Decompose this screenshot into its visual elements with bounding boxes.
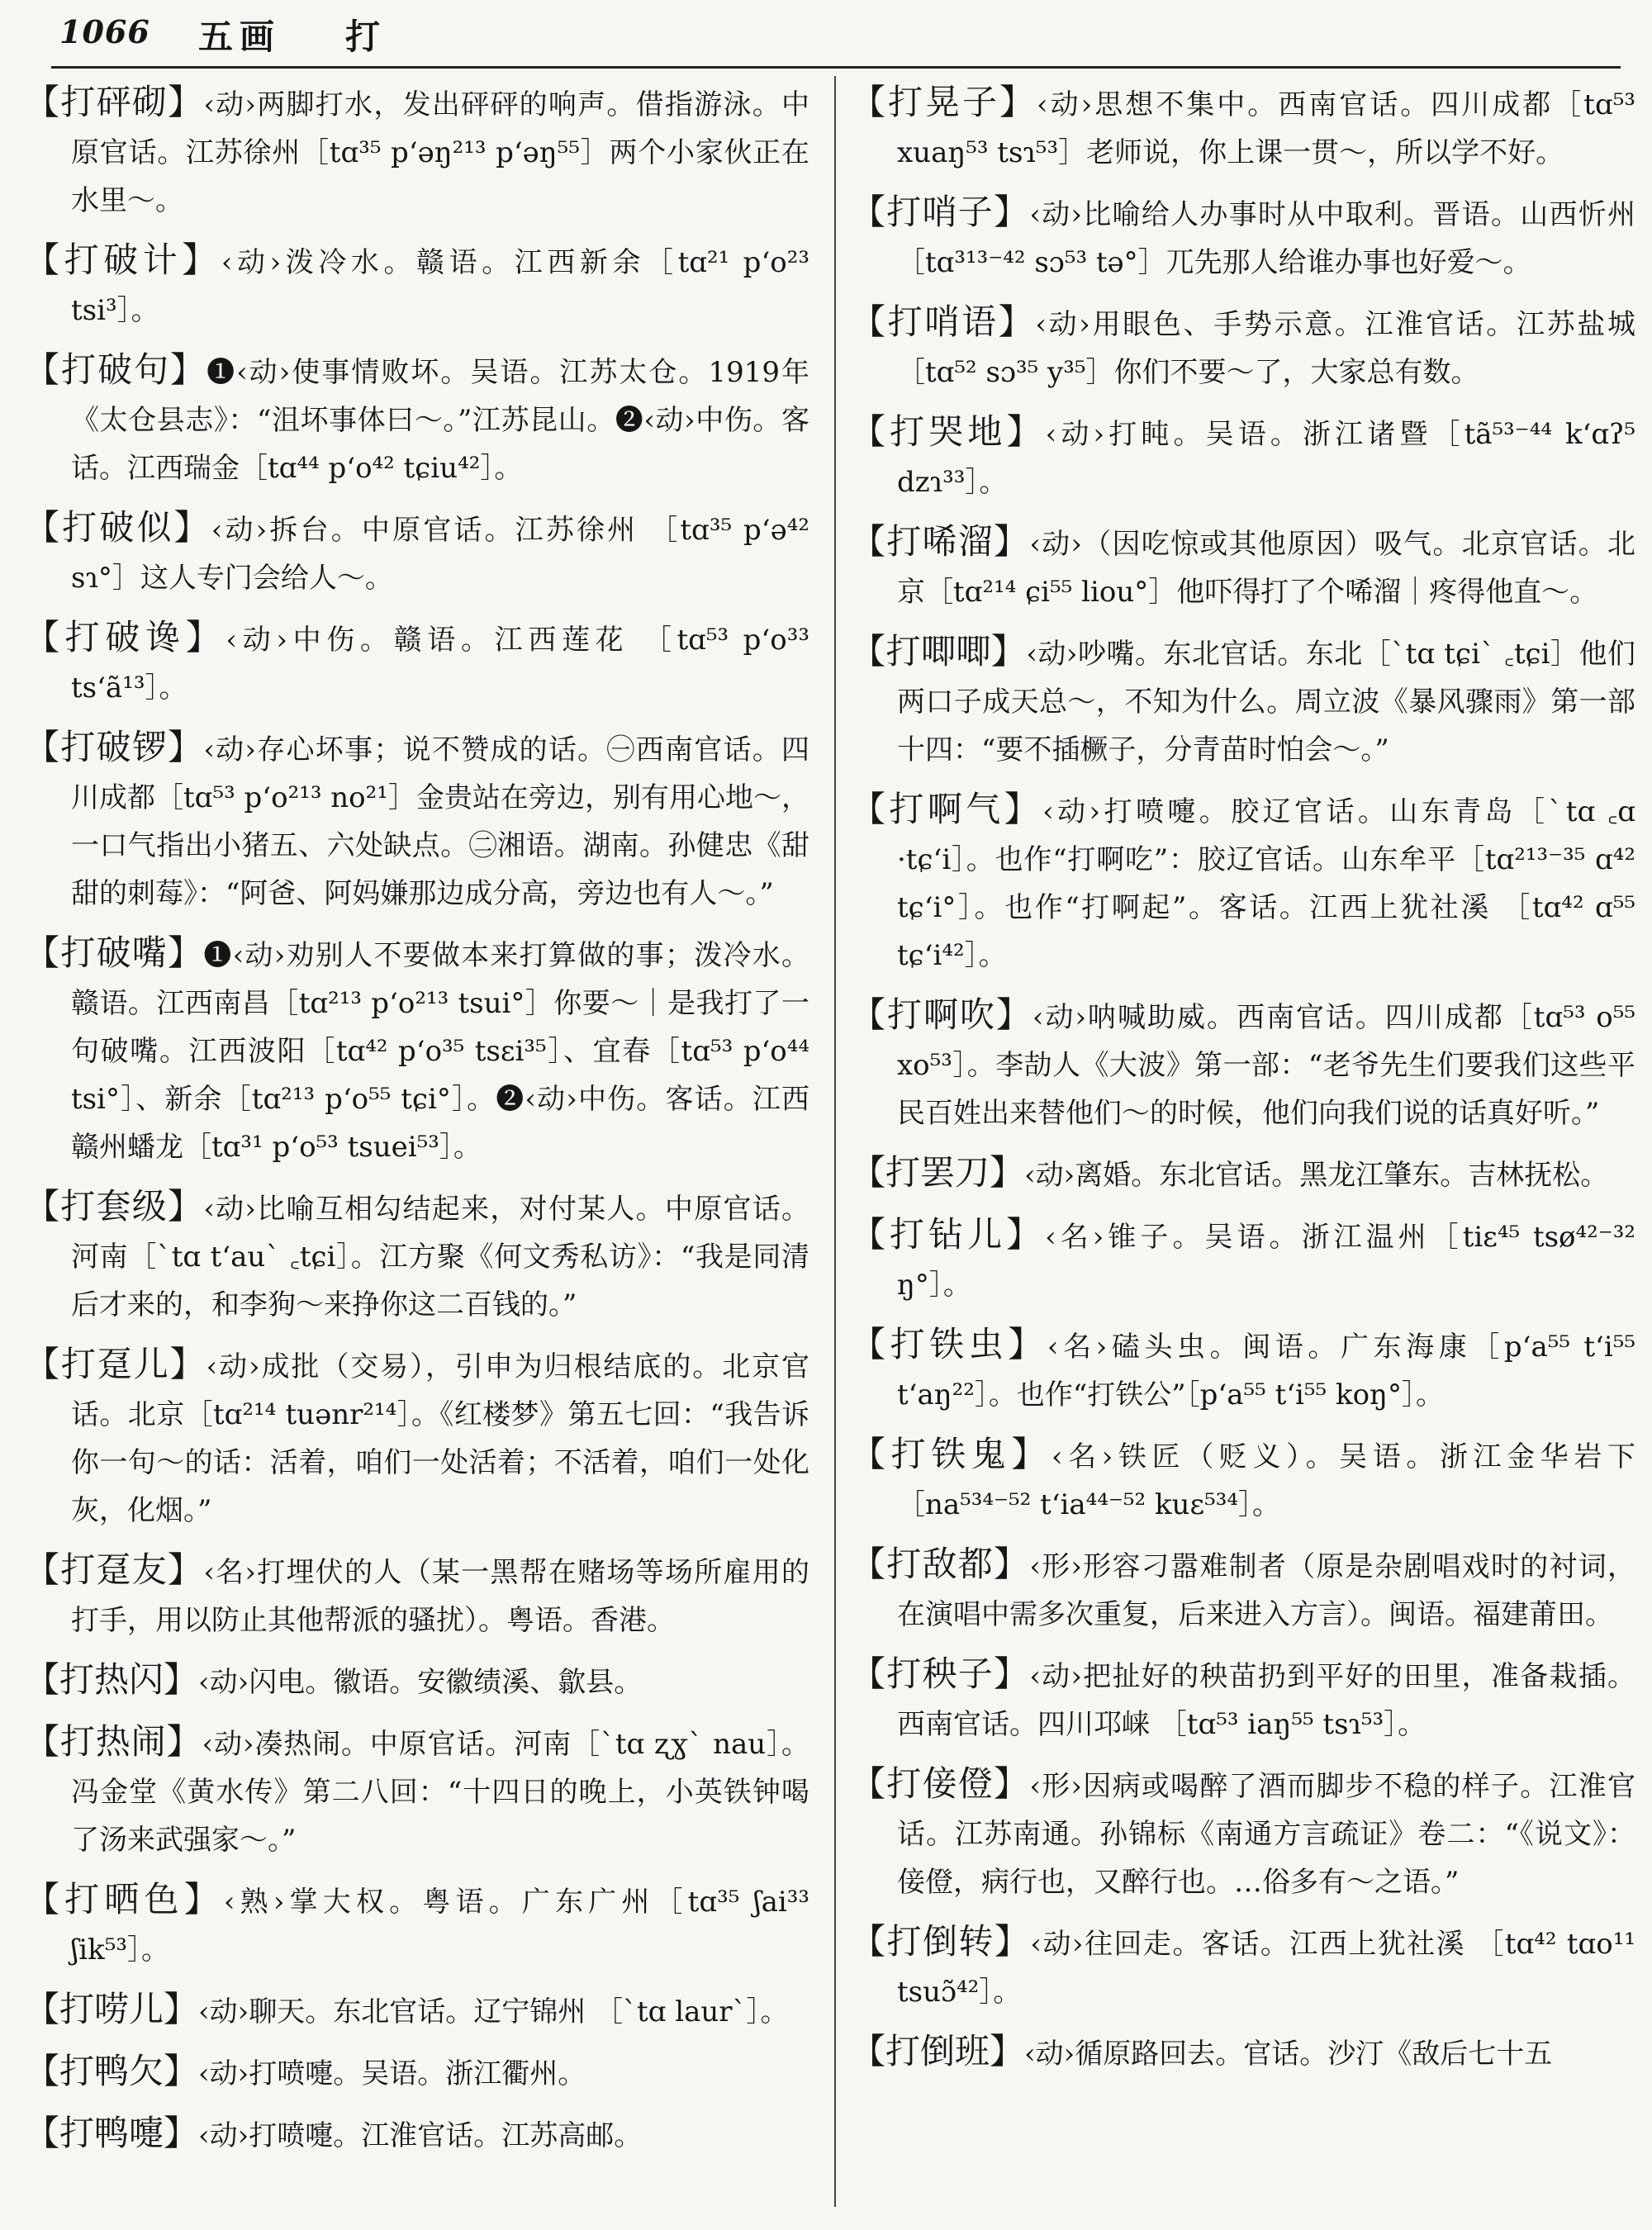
entry-headword: 【打秧子】 [851,1654,1030,1694]
entry-definition: ‹动›聊天。东北官话。辽宁锦州 ［ˋtɑ laurˋ］。 [198,1995,789,2028]
entry-headword: 【打热闹】 [25,1721,202,1762]
entry-definition: ❶‹动›使事情败坏。吴语。江苏太仓。1919年《太仓县志》：“沮坏事体曰～。”江苏昆山。❷‹动›中伤。客话。江西瑞金［tɑ⁴⁴ pʻo⁴² tɕiu⁴²］。 [71,356,809,485]
entry-definition: ‹动›打喷嚏。吴语。浙江衢州。 [198,2057,586,2090]
entry-definition: ‹动›打喷嚏。胶辽官话。山东青岛［ˋtɑ ꜀ɑ ·tɕʻi］。也作“打啊吃”：胶辽官话。山东牟平［tɑ²¹³⁻³⁵ ɑ⁴² tɕʻi°］。也作“打啊起”。客话。江西上犹社溪 ［tɑ⁴² ɑ⁵⁵ tɕʻi⁴²］。 [897,795,1635,972]
entry-headword: 【打铁鬼】 [851,1434,1051,1474]
entry-definition: ‹名›锥子。吴语。浙江温州［tiɛ⁴⁵ tsø⁴²⁻³² ŋ°］。 [897,1221,1635,1302]
entry-definition: ‹形›形容刁嚣难制者（原是杂剧唱戏时的衬词，在演唱中需多次重复，后来进入方言）。闽语。福建莆田。 [897,1550,1635,1631]
entry-headword: 【打哭地】 [851,411,1046,452]
entry-headword: 【打砰砌】 [25,82,204,122]
entry-headword: 【打破似】 [25,507,211,548]
dictionary-entry [25,504,809,602]
entry-definition: ‹动›打盹。吴语。浙江诸暨［tã⁵³⁻⁴⁴ kʻɑʔ⁵ dzɿ³³］。 [897,418,1635,499]
entry-definition: ❶‹动›劝别人不要做本来打算做的事；泼冷水。赣语。江西南昌［tɑ²¹³ pʻo²¹³ tsui°］你要～｜是我打了一句破嘴。江西波阳［tɑ⁴² pʻo³⁵ tsɛi³⁵］、宜春［tɑ⁵³ pʻo⁴⁴ tsi°］、新余［tɑ²¹³ pʻo⁵⁵ tɕi°］。❷‹动›中伤。客话。江西赣州蟠龙［tɑ³¹ pʻo⁵³ tsuei⁵³］。 [71,939,809,1164]
entry-headword: 【打破嘴】 [25,932,204,973]
entry-definition: ‹名›铁匠（贬义）。吴语。浙江金华岩下［na⁵³⁴⁻⁵² tʻia⁴⁴⁻⁵² kuɛ⁵³⁴］。 [897,1440,1635,1521]
entry-headword: 【打破句】 [25,349,207,390]
entry-headword: 【打晃子】 [851,82,1037,122]
dictionary-entry [851,1149,1635,1199]
dictionary-entry [25,929,809,1171]
entry-definition: ‹动›把扯好的秧苗扔到平好的田里，准备栽插。西南官话。四川邛崃 ［tɑ⁵³ iaŋ⁵⁵ tsɿ⁵³］。 [897,1660,1635,1741]
header-rule [51,66,1621,69]
entry-headword: 【打鸭欠】 [25,2051,199,2091]
entry-definition: ‹动›闪电。徽语。安徽绩溪、歙县。 [198,1666,643,1699]
entry-headword: 【打破锣】 [25,727,204,767]
entry-definition: ‹动›凑热闹。中原官话。河南［ˋtɑ ʐɣˋ nau］。冯金堂《黄水传》第二八回：“十四日的晚上，小英铁钟喝了汤来武强家～。” [71,1728,809,1857]
dictionary-entry [25,1656,809,1706]
dictionary-entry [851,1760,1635,1906]
entry-headword: 【打罢刀】 [851,1152,1025,1193]
entry-definition: ‹动›思想不集中。西南官话。四川成都［tɑ⁵³ xuaŋ⁵³ tsɿ⁵³］老师说，你上课一贯～，所以学不好。 [897,88,1635,169]
dictionary-entry [25,346,809,492]
column-divider [834,76,836,2207]
entry-headword: 【打唠儿】 [25,1989,199,2029]
entry-headword: 【打破计】 [25,240,221,280]
entry-headword: 【打趸友】 [25,1549,204,1590]
dictionary-entry [25,236,809,334]
entry-definition: ‹动›呐喊助威。西南官话。四川成都［tɑ⁵³ o⁵⁵ xo⁵³］。李劼人《大波》第一部：“老爷先生们要我们这些平民百姓出来替他们～的时候，他们向我们说的话真好听。” [897,1001,1635,1130]
entry-definition: ‹动›（因吃惊或其他原因）吸气。北京官话。北京［tɑ²¹⁴ ɕi⁵⁵ liou°］他吓得打了个唏溜｜疼得他直～。 [897,528,1635,609]
entry-definition: ‹动›拆台。中原官话。江苏徐州 ［tɑ³⁵ pʻə⁴² sɿ°］这人专门会给人～。 [71,514,809,595]
dictionary-entry [851,1918,1635,2016]
entry-definition: ‹动›吵嘴。东北官话。东北［ˋtɑ tɕiˋ ꜀tɕi］他们两口子成天总～，不知为什么。周立波《暴风骤雨》第一部十四：“要不插橛子，分青苗时怕会～。” [897,638,1635,766]
entry-headword: 【打唧唧】 [851,631,1027,671]
dictionary-entry [25,1546,809,1644]
dictionary-entry [851,78,1635,177]
dictionary-entry [851,628,1635,774]
entry-definition: ‹动›打喷嚏。江淮官话。江苏高邮。 [198,2119,643,2152]
dictionary-entry [25,1986,809,2036]
entry-headword: 【打套级】 [25,1186,204,1226]
dictionary-entry [851,991,1635,1137]
dictionary-entry [25,724,809,918]
dictionary-entry [25,614,809,712]
entry-headword: 【打啊气】 [851,789,1043,829]
page-number: 1066 [59,13,150,50]
entry-definition: ‹熟›掌大权。粤语。广东广州［tɑ³⁵ ʃai³³ ʃik⁵³］。 [71,1886,809,1967]
dictionary-entry [25,2047,809,2098]
dictionary-entry [851,188,1635,287]
left-column [25,78,809,2222]
entry-headword: 【打钻儿】 [851,1214,1046,1255]
entry-headword: 【打哨语】 [851,301,1036,342]
entry-definition: ‹动›存心坏事；说不赞成的话。㊀西南官话。四川成都［tɑ⁵³ pʻo²¹³ no²¹］金贵站在旁边，别有用心地～，一口气指出小猪五、六处缺点。㊁湘语。湖南。孙健忠《甜甜的刺莓》：“阿爸、阿妈嫌那边成分高，旁边也有人～。” [71,733,809,910]
dictionary-entry [851,518,1635,616]
entry-headword: 【打趸儿】 [25,1344,206,1384]
entry-definition: ‹动›往回走。客话。江西上犹社溪 ［tɑ⁴² tɑo¹¹ tsuɔ̃⁴²］。 [897,1928,1635,2009]
entry-headword: 【打哨子】 [851,192,1030,232]
dictionary-entry [25,1876,809,1974]
entry-definition: ‹动›比喻给人办事时从中取利。晋语。山西忻州［tɑ³¹³⁻⁴² sɔ⁵³ tə°］兀先那人给谁办事也好爱～。 [897,198,1635,279]
dictionary-entry [851,2028,1635,2078]
entry-definition: ‹动›离婚。东北官话。黑龙江肇东。吉林抚松。 [1024,1159,1609,1192]
entry-headword: 【打鸭嚏】 [25,2113,199,2153]
entry-definition: ‹名›磕头虫。闽语。广东海康［pʻa⁵⁵ tʻi⁵⁵ tʻaŋ²²］。也作“打铁公”［pʻa⁵⁵ tʻi⁵⁵ koŋ°］。 [897,1331,1635,1412]
entry-headword: 【打敌都】 [851,1544,1030,1584]
entry-definition: ‹动›两脚打水，发出砰砰的响声。借指游泳。中原官话。江苏徐州［tɑ³⁵ pʻəŋ²¹³ pʻəŋ⁵⁵］两个小家伙正在水里～。 [71,88,809,217]
entry-headword: 【打倒班】 [851,2031,1025,2071]
dictionary-entry [851,408,1635,506]
entry-definition: ‹动›循原路回去。官话。沙汀《敌后七十五 [1024,2038,1553,2071]
entry-definition: ‹名›打埋伏的人（某一黑帮在赌场等场所雇用的打手，用以防止其他帮派的骚扰）。粤语。香港。 [71,1556,809,1637]
dictionary-entry [851,1321,1635,1419]
dictionary-entry [851,298,1635,396]
dictionary-entry [851,1211,1635,1309]
entry-headword: 【打倒转】 [851,1921,1031,1962]
dictionary-entry [851,1540,1635,1639]
dictionary-entry [25,78,809,225]
dictionary-entry [851,1431,1635,1529]
dictionary-entry [851,1650,1635,1748]
dictionary-entry [25,1183,809,1329]
dictionary-entry [25,2109,809,2160]
entry-headword: 【打热闪】 [25,1659,199,1700]
section-label: 五画 [198,17,282,57]
entry-headword: 【打啊吹】 [851,994,1032,1035]
entry-headword: 【打铁虫】 [851,1324,1047,1364]
entry-definition: ‹动›泼冷水。赣语。江西新余［tɑ²¹ pʻo²³ tsi³］。 [71,246,809,327]
dictionary-entry [851,785,1635,980]
dictionary-entry [25,1718,809,1864]
entry-headword: 【打破谗】 [25,617,226,657]
entry-headword: 【打唏溜】 [851,521,1030,562]
right-column [851,78,1635,2222]
page-header [0,0,1652,66]
dictionary-entry [25,1340,809,1535]
entry-definition: ‹动›成批（交易），引申为归根结底的。北京官话。北京［tɑ²¹⁴ tuənr²¹⁴］。《红楼梦》第五七回：“我告诉你一句～的话：活着，咱们一处活着；不活着，咱们一处化灰，化烟。” [71,1350,809,1527]
entry-headword: 【打倿僜】 [851,1763,1030,1804]
header-character: 打 [345,17,381,57]
entry-definition: ‹形›因病或喝醉了酒而脚步不稳的样子。江淮官话。江苏南通。孙锦标《南通方言疏证》卷二：“《说文》：倿僜，病行也，又醉行也。…俗多有～之语。” [897,1770,1635,1899]
entry-definition: ‹动›中伤。赣语。江西莲花 ［tɑ⁵³ pʻo³³ tsʻã¹³］。 [71,624,809,705]
entry-headword: 【打晒色】 [25,1879,224,1919]
entry-definition: ‹动›比喻互相勾结起来，对付某人。中原官话。河南［ˋtɑ tʻauˋ ꜀tɕi］。江方聚《何文秀私访》：“我是同清后才来的，和李狗～来挣你这二百钱的。” [71,1193,809,1321]
entry-definition: ‹动›用眼色、手势示意。江淮官话。江苏盐城［tɑ⁵² sɔ³⁵ y³⁵］你们不要～了，大家总有数。 [897,308,1635,389]
